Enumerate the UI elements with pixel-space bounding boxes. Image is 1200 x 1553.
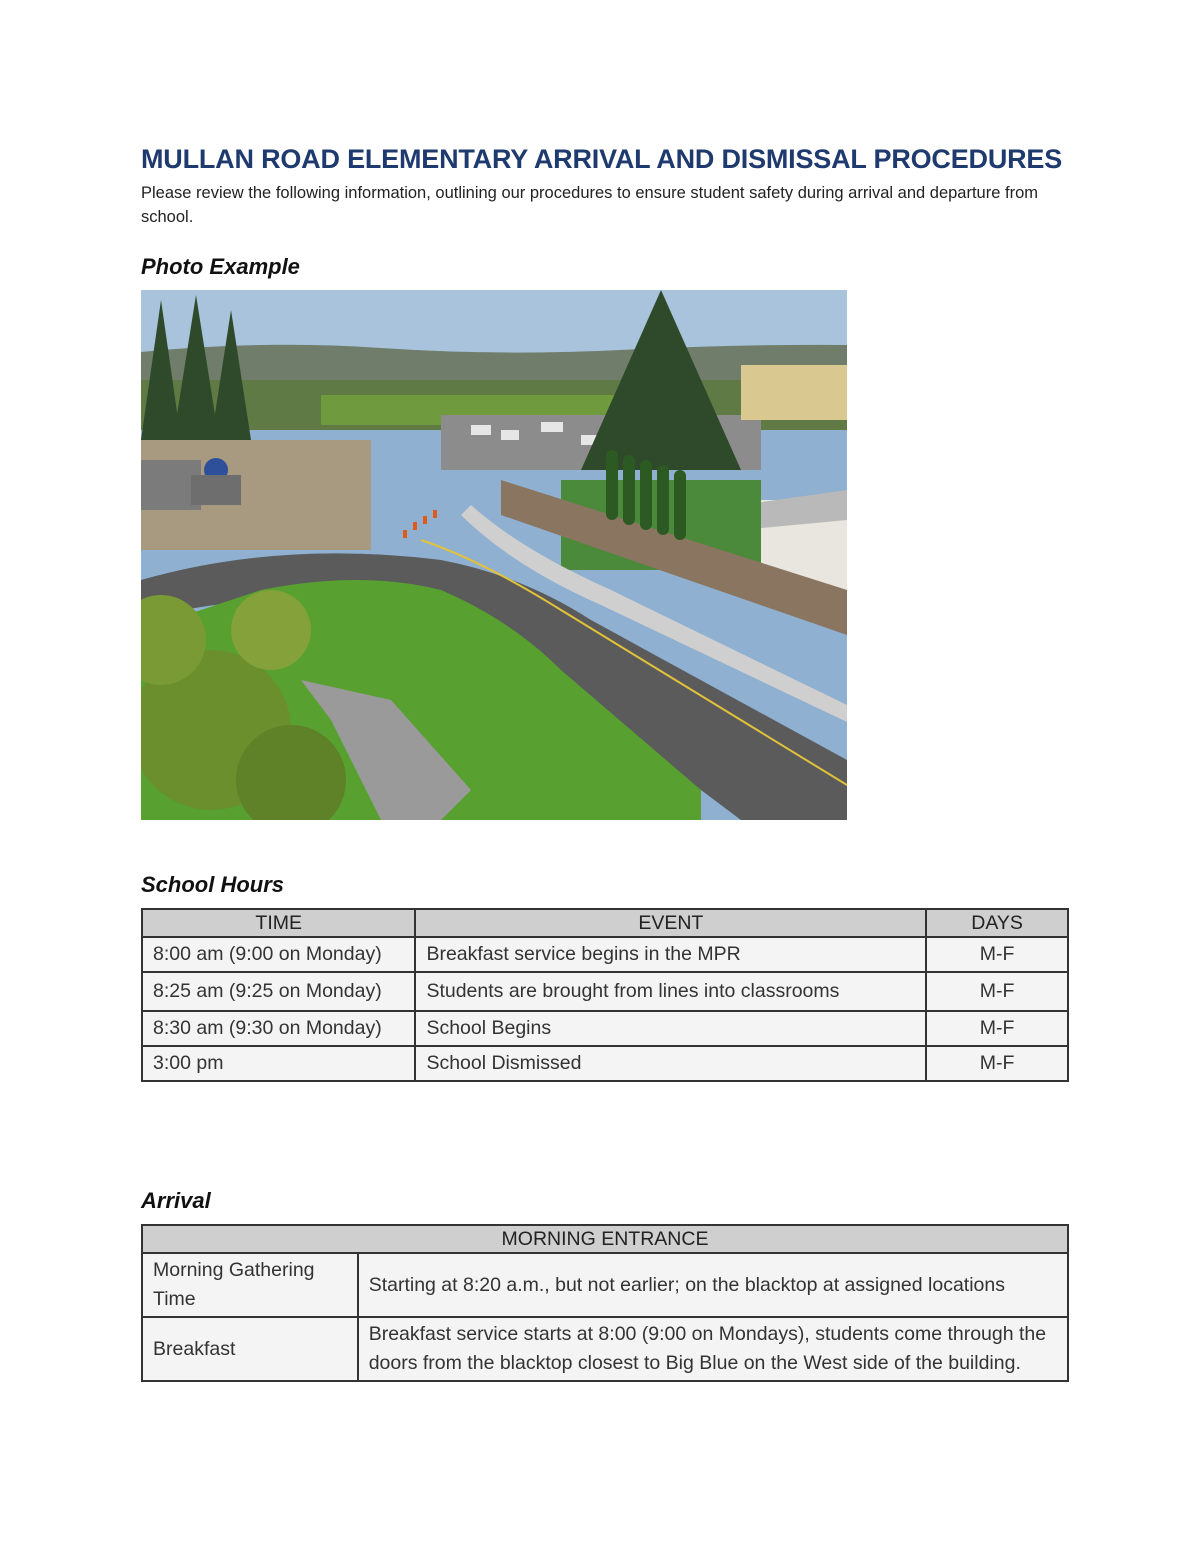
intro-paragraph: Please review the following information, outlining our procedures to ensure student safety during arrival and departure from school. xyxy=(141,184,1038,226)
event-cell: Students are brought from lines into classrooms xyxy=(415,972,926,1011)
table-row xyxy=(142,1011,1068,1046)
morning-entrance-title: MORNING ENTRANCE xyxy=(142,1225,1068,1253)
school-hours-heading: School Hours xyxy=(141,872,285,897)
school-hours-table xyxy=(141,908,1069,1082)
event-cell: School Dismissed xyxy=(415,1046,926,1081)
column-header-time: TIME xyxy=(142,909,415,937)
time-cell: 8:00 am (9:00 on Monday) xyxy=(142,937,415,972)
table-row xyxy=(142,1253,1068,1317)
table-header-row xyxy=(142,1225,1068,1253)
days-cell: M-F xyxy=(926,1046,1068,1081)
table-header-row xyxy=(142,909,1068,937)
time-cell: 8:25 am (9:25 on Monday) xyxy=(142,972,415,1011)
morning-entrance-table xyxy=(141,1224,1069,1382)
row-detail: Breakfast service starts at 8:00 (9:00 on Mondays), students come through the doors from the blacktop closest to Big Blue on the West side of the building. xyxy=(358,1317,1068,1381)
table-row xyxy=(142,972,1068,1011)
days-cell: M-F xyxy=(926,937,1068,972)
column-header-event: EVENT xyxy=(415,909,926,937)
days-cell: M-F xyxy=(926,972,1068,1011)
table-row xyxy=(142,1317,1068,1381)
column-header-days: DAYS xyxy=(926,909,1068,937)
page-title: MULLAN ROAD ELEMENTARY ARRIVAL AND DISMISSAL PROCEDURES xyxy=(141,144,1063,174)
table-row xyxy=(142,937,1068,972)
aerial-school-photo xyxy=(141,290,847,820)
arrival-heading: Arrival xyxy=(141,1188,211,1213)
row-label: Morning Gathering Time xyxy=(142,1253,358,1317)
time-cell: 8:30 am (9:30 on Monday) xyxy=(142,1011,415,1046)
days-cell: M-F xyxy=(926,1011,1068,1046)
row-label: Breakfast xyxy=(142,1317,358,1381)
table-row xyxy=(142,1046,1068,1081)
photo-example-heading: Photo Example xyxy=(141,254,300,279)
row-detail: Starting at 8:20 a.m., but not earlier; on the blacktop at assigned locations xyxy=(358,1253,1068,1317)
event-cell: School Begins xyxy=(415,1011,926,1046)
time-cell: 3:00 pm xyxy=(142,1046,415,1081)
event-cell: Breakfast service begins in the MPR xyxy=(415,937,926,972)
